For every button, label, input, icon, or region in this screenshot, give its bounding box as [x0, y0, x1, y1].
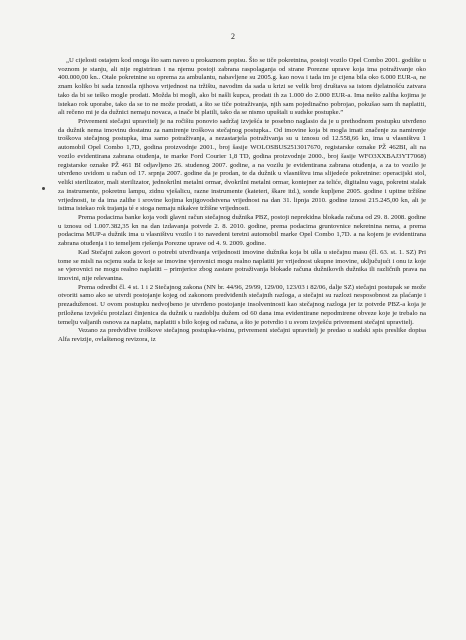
paragraph-quote: „U cijelosti ostajem kod onoga što sam naveo u prokaznom popisu. Što se tiče pokretnina, postoji vozilo Opel Combo 2001. godište u voznom je stanju, ali nije registriran i na njemu postoji zabrana raspolaganja od strane Porezne uprave koja ima potraživanje oko 400.000,00 kn.. Otale pokretnine su oprema za ambulantu, nabavljene su 2005.g. kao nova i tada im je cijena bila oko 6.000 EUR-a, ne znam koliko bi sada iznosila njihova vrijednost na tržištu, navodim da sada u krizi se velik broj društava sa istom djelatnošću zatvara tako da bi se teško mogle prodati. Možda bi mogli, ako bi našli kupca, prodati ih za 1.000 do 2.000 EUR-a. Ima nešto zaliha kojima je istekao rok uporabe, tako da se to ne može prodati, a što se tiče potraživanja, njih sam pojedinačno pobrojao, pokušao sam ih naplatiti, ali rečeno mi je da dužnici nemaju novaca, a inače bi platili, tako da se nismo upuštali u sudske postupke.”	[58, 57, 426, 117]
paragraph-insolvency: Prema odredbi čl. 4 st. 1 i 2 Stečajnog zakona (NN br. 44/96, 29/99, 129/00, 123/03 i 82/06, dalje SZ) stečajni postupak se može otvoriti samo ako se utvrdi postojanje kojeg od zakonom predviđenih stečajnih razloga, a stečajni su razlozi nesposobnost za plaćanje i prezaduženost. U ovom postupku nedvojbeno je utvrđeno postojanje insolventnosti kao stečajnog razloga jer iz potvrde PBZ-a koja je priložena izvješću proizlazi činjenica da dužnik u razdoblju dužem od 60 dana ima evidentirane nepodmirene obveze koje je trebalo na temelju valjanih osnova za naplatu, naplatiti s bilo kojeg od računa, a što je potvrdio i u svom izvješću privremeni stečajni upravitelj.	[58, 283, 426, 326]
paragraph-trustee-report: Privremeni stečajni upravitelj je na ročištu ponovio sadržaj izvješća te posebno naglasio da je u prethodnom postupku utvrđeno da dužnik nema imovinu dostatnu za namirenje troškova stečajnog postupka.. Od imovine koja bi mogla imati značenje za namirenje troškova stečajnog postupka, ima samo potraživanja, a nezastarjela potraživanja su u iznosu od 12.558,66 kn, ima u vlasništvu 1 automobil Opel Combo 1,7D, godina proizvodnje 2001., broj šasije WOLOSBUS2513017670, registarske oznake PŽ 462BI, ali na vozilo evidentirana zabrana otuđenja, te marke Ford Courier 1,8 TD, godina proizvodnje 2000., broj šasije WFO3XXBAJ3YT7068) registarske oznake PŽ 461 BI odjavljeno 26. studenog 2007. godine, a na vozilu je evidentirana zabrana otuđenja, a za to vozilo je utvrđeno uvidom u račun od 17. srpnja 2007. godine da je prodan, te da dužnik u vlasništvu ima slijedeće pokretnine: operacijski stol, veliki sterilizator, mali sterilizator, jednokrilni metalni ormar, dvokrilni metalni ormar, kontejner za teliće, digitalnu vagu, pokretni stalak za instrumente, pokretnu lampu, zidnu vješalicu, razne instrumente (kateteri, škare itd.), sonde kupljene 2005. godine i upitne tržišne vrijednosti, te da ima zalihe i srovine kojima knjigovodstvena vrijednost na dan 31. lipnja 2010. godine iznosi 215.245,00 kn, ali je istima istekao rok trajanja té e stoga nemaju nikakve tržišne vrijednosti.	[58, 118, 426, 213]
paragraph-costs: Vezano za predviđive troškove stečajnog postupka-visinu, privremeni stečajni upravitelj je predao u sudski spis preslike dopisa Alfa revizije, ovlaštenog revizora, iz	[58, 327, 426, 343]
document-body	[58, 57, 426, 345]
paragraph-bankruptcy-law: Kad Stečajni zakon govori o potrebi utvrđivanja vrijednosti imovine dužnika koja bi ušla u stečajnu masu (čl. 63. st. 1. SZ) Pri tome se misli na ocjenu suda iz koje se imovine vjerovnici mogu realno naplatiti jer vrijednost ukupne imovine, uključujući i onu iz koje se vjerovnici ne mogu realno naplatiti – primjerice zbog zastare potraživanja blokade računa dužnikovih dužnika ili različnih prava na imovini, nije relevantna.	[58, 248, 426, 282]
ink-mark	[42, 187, 45, 190]
page-number: 2	[231, 32, 235, 41]
paragraph-bank-data: Prema podacima banke koja vodi glavni račun stečajnog dužnika PBZ, postoji neprekidna blokada računa od 29. 8. 2008. godine u iznosu od 1.007.382,35 kn na dan izdavanja potvrde 2. 8. 2010. godine, prema podacima gruntovnice nekretnina nema, a prema podacima MUP-a dužnik ima u vlasništvu vozilo i to navedeni teretni automobil marke Opel Combo 1,7D. a na kojem je evidentirana zabrana otuđenja i to temeljem rješenja Porezne uprave od 4. 9. 2009. godine.	[58, 213, 426, 248]
